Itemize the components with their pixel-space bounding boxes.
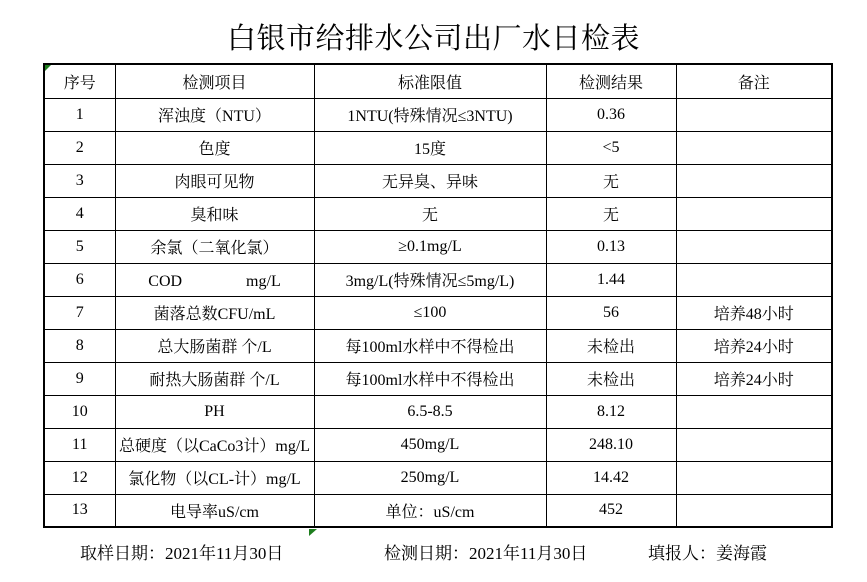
remark-cell[interactable]: 培养24小时 — [676, 362, 832, 395]
row-number-cell[interactable]: 2 — [44, 131, 115, 164]
row-number-cell[interactable]: 8 — [44, 329, 115, 362]
result-cell[interactable]: 未检出 — [546, 362, 676, 395]
result-cell[interactable]: 8.12 — [546, 395, 676, 428]
column-header-0[interactable]: 序号 — [44, 64, 115, 98]
item-cell[interactable]: 总硬度（以CaCo3计）mg/L — [115, 428, 314, 461]
table-row — [44, 164, 832, 197]
table-row — [44, 395, 832, 428]
column-header-4[interactable]: 备注 — [676, 64, 832, 98]
standard-limit-cell[interactable]: 无 — [314, 197, 546, 230]
standard-limit-cell[interactable]: 15度 — [314, 131, 546, 164]
remark-cell[interactable] — [676, 461, 832, 494]
result-cell[interactable]: 56 — [546, 296, 676, 329]
row-number-cell[interactable]: 11 — [44, 428, 115, 461]
standard-limit-cell[interactable]: 1NTU(特殊情况≤3NTU) — [314, 98, 546, 131]
standard-limit-cell[interactable]: 250mg/L — [314, 461, 546, 494]
sampling-date-field[interactable]: 取样日期：2021年11月30日 — [80, 544, 284, 563]
remark-cell[interactable] — [676, 131, 832, 164]
remark-cell[interactable] — [676, 98, 832, 131]
remark-cell[interactable]: 培养24小时 — [676, 329, 832, 362]
row-number-cell[interactable]: 1 — [44, 98, 115, 131]
table-row — [44, 362, 832, 395]
item-cell[interactable]: 电导率uS/cm — [115, 494, 314, 527]
footer — [0, 539, 867, 563]
standard-limit-cell[interactable]: 450mg/L — [314, 428, 546, 461]
table-row — [44, 131, 832, 164]
row-number-cell[interactable]: 9 — [44, 362, 115, 395]
column-header-3[interactable]: 检测结果 — [546, 64, 676, 98]
inspection-table — [43, 63, 833, 528]
table-row — [44, 197, 832, 230]
item-cell[interactable]: 菌落总数CFU/mL — [115, 296, 314, 329]
result-cell[interactable]: 1.44 — [546, 263, 676, 296]
standard-limit-cell[interactable]: 单位：uS/cm — [314, 494, 546, 527]
remark-cell[interactable] — [676, 263, 832, 296]
column-header-1[interactable]: 检测项目 — [115, 64, 314, 98]
standard-limit-cell[interactable]: ≤100 — [314, 296, 546, 329]
row-number-cell[interactable]: 10 — [44, 395, 115, 428]
remark-cell[interactable] — [676, 197, 832, 230]
result-cell[interactable]: 无 — [546, 164, 676, 197]
cell-error-marker-icon — [309, 529, 317, 536]
standard-limit-cell[interactable]: 6.5-8.5 — [314, 395, 546, 428]
table-row — [44, 494, 832, 527]
table-row — [44, 428, 832, 461]
item-cell[interactable]: 总大肠菌群 个/L — [115, 329, 314, 362]
item-cell[interactable]: 氯化物（以CL-计）mg/L — [115, 461, 314, 494]
standard-limit-cell[interactable]: 每100ml水样中不得检出 — [314, 329, 546, 362]
row-number-cell[interactable]: 6 — [44, 263, 115, 296]
result-cell[interactable]: 0.36 — [546, 98, 676, 131]
result-cell[interactable]: 未检出 — [546, 329, 676, 362]
table-row — [44, 296, 832, 329]
table-header-row — [44, 64, 832, 98]
item-cell[interactable]: 色度 — [115, 131, 314, 164]
row-number-cell[interactable]: 13 — [44, 494, 115, 527]
remark-cell[interactable] — [676, 494, 832, 527]
remark-cell[interactable]: 培养48小时 — [676, 296, 832, 329]
item-cell[interactable]: 肉眼可见物 — [115, 164, 314, 197]
item-cell[interactable]: 余氯（二氧化氯） — [115, 230, 314, 263]
item-cell[interactable]: 耐热大肠菌群 个/L — [115, 362, 314, 395]
item-cell[interactable]: COD mg/L — [115, 263, 314, 296]
row-number-cell[interactable]: 7 — [44, 296, 115, 329]
standard-limit-cell[interactable]: ≥0.1mg/L — [314, 230, 546, 263]
table-row — [44, 230, 832, 263]
result-cell[interactable]: 无 — [546, 197, 676, 230]
remark-cell[interactable] — [676, 164, 832, 197]
page-title: 白银市给排水公司出厂水日检表 — [226, 23, 640, 55]
result-cell[interactable]: 248.10 — [546, 428, 676, 461]
remark-cell[interactable] — [676, 230, 832, 263]
row-number-cell[interactable]: 5 — [44, 230, 115, 263]
row-number-cell[interactable]: 12 — [44, 461, 115, 494]
item-cell[interactable]: 浑浊度（NTU） — [115, 98, 314, 131]
table-row — [44, 461, 832, 494]
result-cell[interactable]: 14.42 — [546, 461, 676, 494]
result-cell[interactable]: <5 — [546, 131, 676, 164]
table-row — [44, 263, 832, 296]
row-number-cell[interactable]: 4 — [44, 197, 115, 230]
standard-limit-cell[interactable]: 无异臭、异味 — [314, 164, 546, 197]
reporter-field[interactable]: 填报人：姜海霞 — [648, 544, 767, 563]
column-header-2[interactable]: 标准限值 — [314, 64, 546, 98]
test-date-field[interactable]: 检测日期：2021年11月30日 — [384, 544, 588, 563]
result-cell[interactable]: 452 — [546, 494, 676, 527]
standard-limit-cell[interactable]: 3mg/L(特殊情况≤5mg/L) — [314, 263, 546, 296]
item-cell[interactable]: 臭和味 — [115, 197, 314, 230]
table-row — [44, 329, 832, 362]
row-number-cell[interactable]: 3 — [44, 164, 115, 197]
standard-limit-cell[interactable]: 每100ml水样中不得检出 — [314, 362, 546, 395]
item-cell[interactable]: PH — [115, 395, 314, 428]
result-cell[interactable]: 0.13 — [546, 230, 676, 263]
remark-cell[interactable] — [676, 428, 832, 461]
remark-cell[interactable] — [676, 395, 832, 428]
table-row — [44, 98, 832, 131]
